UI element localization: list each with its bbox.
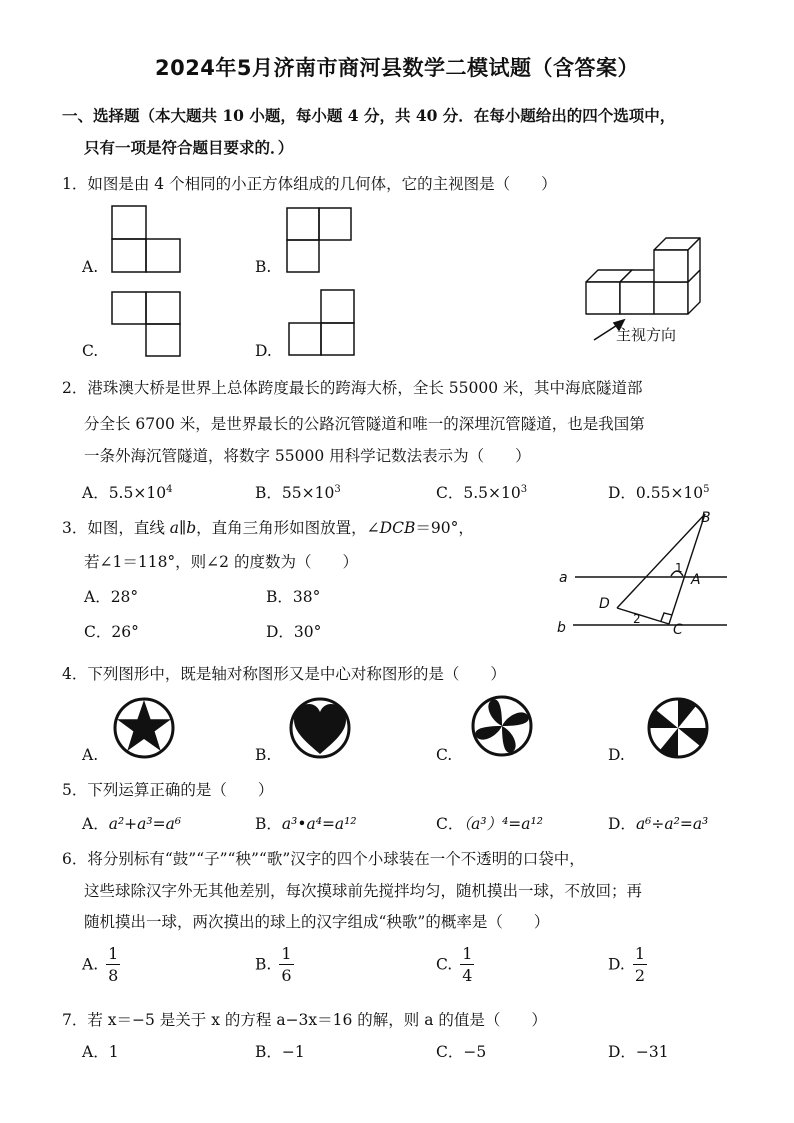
q1-view-direction-caption: 主视方向 [616, 326, 677, 344]
q4-stem: 4．下列图形中，既是轴对称图形又是中心对称图形的是（ ） [62, 665, 506, 683]
q2-line3: 一条外海沉管隧道，将数字 55000 用科学记数法表示为（ ） [84, 447, 531, 465]
q7-option-b: B．−1 [255, 1043, 305, 1061]
q1-stem: 1．如图是由 4 个相同的小正方体组成的几何体，它的主视图是（ ） [62, 175, 557, 193]
q4-option-c-petal-figure [470, 694, 534, 758]
q1-option-a-figure [110, 204, 184, 274]
q1-option-c-figure [110, 290, 182, 358]
q4-option-d-pinwheel-figure [646, 696, 710, 760]
q7-stem: 7．若 x＝−5 是关于 x 的方程 a−3x＝16 的解，则 a 的值是（ ） [62, 1011, 547, 1029]
q1-option-c-label: C. [82, 342, 99, 360]
section-heading-line2: 只有一项是符合题目要求的．） [84, 138, 294, 157]
q4-option-d-label: D. [608, 746, 625, 764]
q3-label-c-point: C [673, 622, 683, 638]
q6-line3: 随机摸出一球，两次摸出的球上的汉字组成“秧歌”的概率是（ ） [84, 913, 550, 931]
q4-option-b-heart-figure [288, 696, 352, 760]
q3-option-b: B．38° [266, 588, 321, 606]
q2-option-a: A．$5.5\times 10^4$ [82, 483, 173, 502]
q5-option-c: C．（a³）⁴=a¹² [436, 815, 543, 833]
q3-option-d: D．30° [266, 623, 322, 641]
q7-option-a: A．1 [82, 1043, 119, 1061]
q6-option-c: C. $\frac{1}{4}$ [436, 944, 473, 985]
q5-stem: 5．下列运算正确的是（ ） [62, 781, 274, 799]
q1-option-a-label: A. [82, 258, 99, 276]
q2-option-d: D．$0.55\times 10^5$ [608, 483, 710, 502]
q5-option-a: A．a²+a³=a⁶ [82, 815, 182, 833]
q7-option-d: D．−31 [608, 1043, 669, 1061]
q3-option-a: A．28° [84, 588, 139, 606]
q4-option-b-label: B. [255, 746, 272, 764]
q6-option-a: A. $\frac{1}{8}$ [82, 944, 119, 985]
q2-option-b: B．$55\times 10^3$ [255, 483, 341, 502]
q3-label-angle-2: 2 [633, 612, 641, 626]
q6-option-b: B. $\frac{1}{6}$ [255, 944, 292, 985]
q2-line1: 2．港珠澳大桥是世界上总体跨度最长的跨海大桥，全长 55000 米，其中海底隧道部 [62, 379, 643, 397]
q1-option-b-label: B. [255, 258, 272, 276]
q4-option-a-star-figure [112, 696, 176, 760]
q5-option-d: D．a⁶÷a²=a³ [608, 815, 709, 833]
q3-label-a-point: A [691, 572, 701, 588]
q3-line1: 3．如图，直线 a∥b，直角三角形如图放置，∠DCB＝90°， [62, 519, 474, 537]
q3-label-line-a: a [559, 570, 568, 586]
q1-option-d-label: D. [255, 342, 272, 360]
q1-option-b-figure [285, 206, 353, 274]
q3-label-b-point: B [701, 510, 711, 526]
q3-option-c: C．26° [84, 623, 139, 641]
q7-option-c: C．−5 [436, 1043, 487, 1061]
q2-option-c: C．$5.5\times 10^3$ [436, 483, 528, 502]
q6-line2: 这些球除汉字外无其他差别，每次摸球前先搅拌均匀，随机摸出一球，不放回；再 [84, 882, 643, 900]
q3-label-angle-1: 1 [675, 561, 683, 575]
q4-option-a-label: A. [82, 746, 99, 764]
q3-line2: 若∠1＝118°，则∠2 的度数为（ ） [84, 553, 358, 571]
section-heading-line1: 一、选择题（本大题共 10 小题，每小题 4 分，共 40 分．在每小题给出的四个选项中， [62, 106, 676, 125]
q6-option-d: D. $\frac{1}{2}$ [608, 944, 645, 985]
q3-label-line-b: b [557, 620, 566, 636]
q4-option-c-label: C. [436, 746, 453, 764]
q3-parallel-lines-figure [555, 510, 735, 640]
q1-option-d-figure [287, 288, 357, 358]
q5-option-b: B．a³•a⁴=a¹² [255, 815, 357, 833]
q3-label-d-point: D [599, 596, 610, 612]
q6-line1: 6．将分别标有“鼓”“子”“秧”“歌”汉字的四个小球装在一个不透明的口袋中， [62, 850, 585, 868]
page-title: 2024年5月济南市商河县数学二模试题（含答案） [154, 56, 640, 80]
q2-line2: 分全长 6700 米，是世界最长的公路沉管隧道和唯一的深埋沉管隧道，也是我国第 [84, 415, 645, 433]
